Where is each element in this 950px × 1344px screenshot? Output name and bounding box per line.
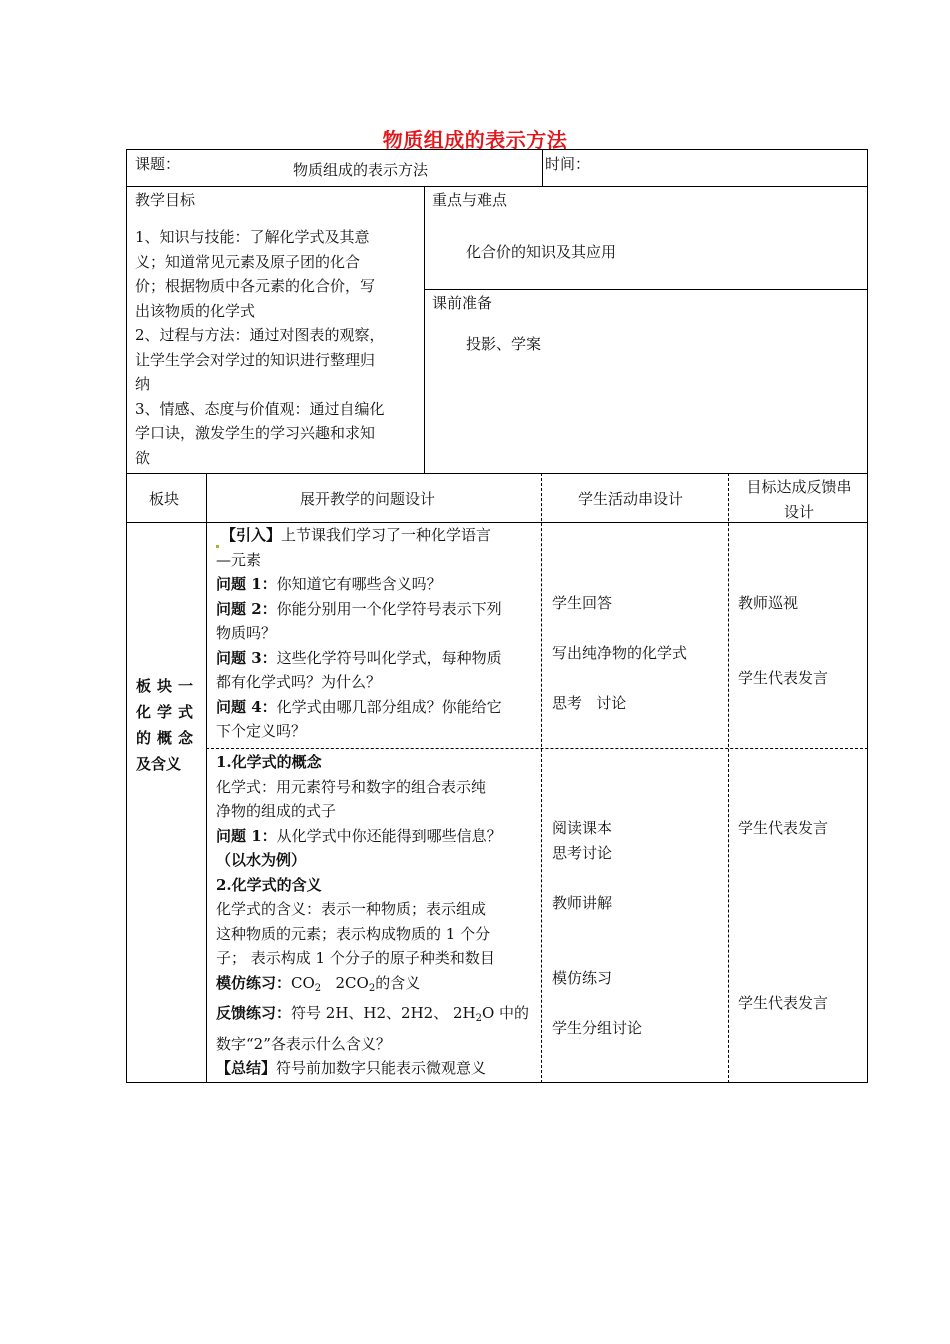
col-header-feedback: 目标达成反馈串 设计 bbox=[746, 478, 852, 521]
activity-a-1: 学生回答 bbox=[552, 594, 613, 612]
activity-b-2: 思考讨论 bbox=[552, 844, 613, 862]
topic-value: 物质组成的表示方法 bbox=[293, 161, 429, 179]
activity-a-3: 思考 讨论 bbox=[552, 694, 627, 712]
section-name: 板块一 化学式 的概念 及含义 bbox=[136, 677, 200, 773]
feedback-b-1: 学生代表发言 bbox=[738, 819, 829, 837]
time-label: 时间： bbox=[545, 155, 591, 173]
topic-label: 课题： bbox=[135, 155, 181, 173]
document-title: 物质组成的表示方法 bbox=[382, 128, 568, 152]
design-part-b: 1.化学式的概念 化学式：用元素符号和数字的组合表示纯 净物的组成的式子 问题 1：从化学式中你还能得到哪些信息？ （以水为例） 2.化学式的含义 化学式的含义：表示一种物质；表示组成 这种物质的元素；表示构成物质的 1 个分 子； 表示构成 1 个分子的原子种类和数目 模仿练习：$CO_2$ $2CO_2$的含义 反馈练习：符号 2H、H2、2H2、 $2H_2O$ 中的 数字“2”各表示什么含义？ 【总结】符号前加数字只能表示微观意义 bbox=[216, 753, 530, 1077]
objectives-text: 1、知识与技能：了解化学式及其意 义；知道常见元素及原子团的化合 价；根据物质中各元素的化合价，写 出该物质的化学式 2、过程与方法：通过对图表的观察， 让学生学会对学过的知识进行整理归 纳 3、情感、态度与价值观：通过自编化 学口诀，激发学生的学习兴趣和求知 欲 bbox=[135, 228, 385, 467]
feedback-b-2: 学生代表发言 bbox=[738, 994, 829, 1012]
activity-b-5: 学生分组讨论 bbox=[552, 1019, 643, 1037]
activity-b-4: 模仿练习 bbox=[552, 969, 613, 987]
activity-a-2: 写出纯净物的化学式 bbox=[552, 644, 688, 662]
activity-b-3: 教师讲解 bbox=[552, 894, 613, 912]
feedback-a-1: 教师巡视 bbox=[738, 594, 799, 612]
col-header-section: 板块 bbox=[149, 490, 180, 508]
key-points-label: 重点与难点 bbox=[432, 191, 508, 209]
objectives-label: 教学目标 bbox=[135, 191, 196, 209]
feedback-a-2: 学生代表发言 bbox=[738, 669, 829, 687]
col-header-activity: 学生活动串设计 bbox=[578, 490, 684, 508]
design-part-a: 【引入】上节课我们学习了一种化学语言 —元素 问题 1：你知道它有哪些含义吗？ 问题 2：你能分别用一个化学符号表示下列 物质吗？ 问题 3：这些化学符号叫化学式，每种物质 都有化学式吗？为什么？ 问题 4：化学式由哪几部分组成？你能给它 下个定义吗？ bbox=[216, 526, 502, 740]
preparation-label: 课前准备 bbox=[432, 294, 493, 312]
preparation-value: 投影、学案 bbox=[466, 335, 542, 353]
key-points-value: 化合价的知识及其应用 bbox=[466, 243, 617, 261]
col-header-design: 展开教学的问题设计 bbox=[300, 490, 436, 508]
activity-b-1: 阅读课本 bbox=[552, 819, 613, 837]
